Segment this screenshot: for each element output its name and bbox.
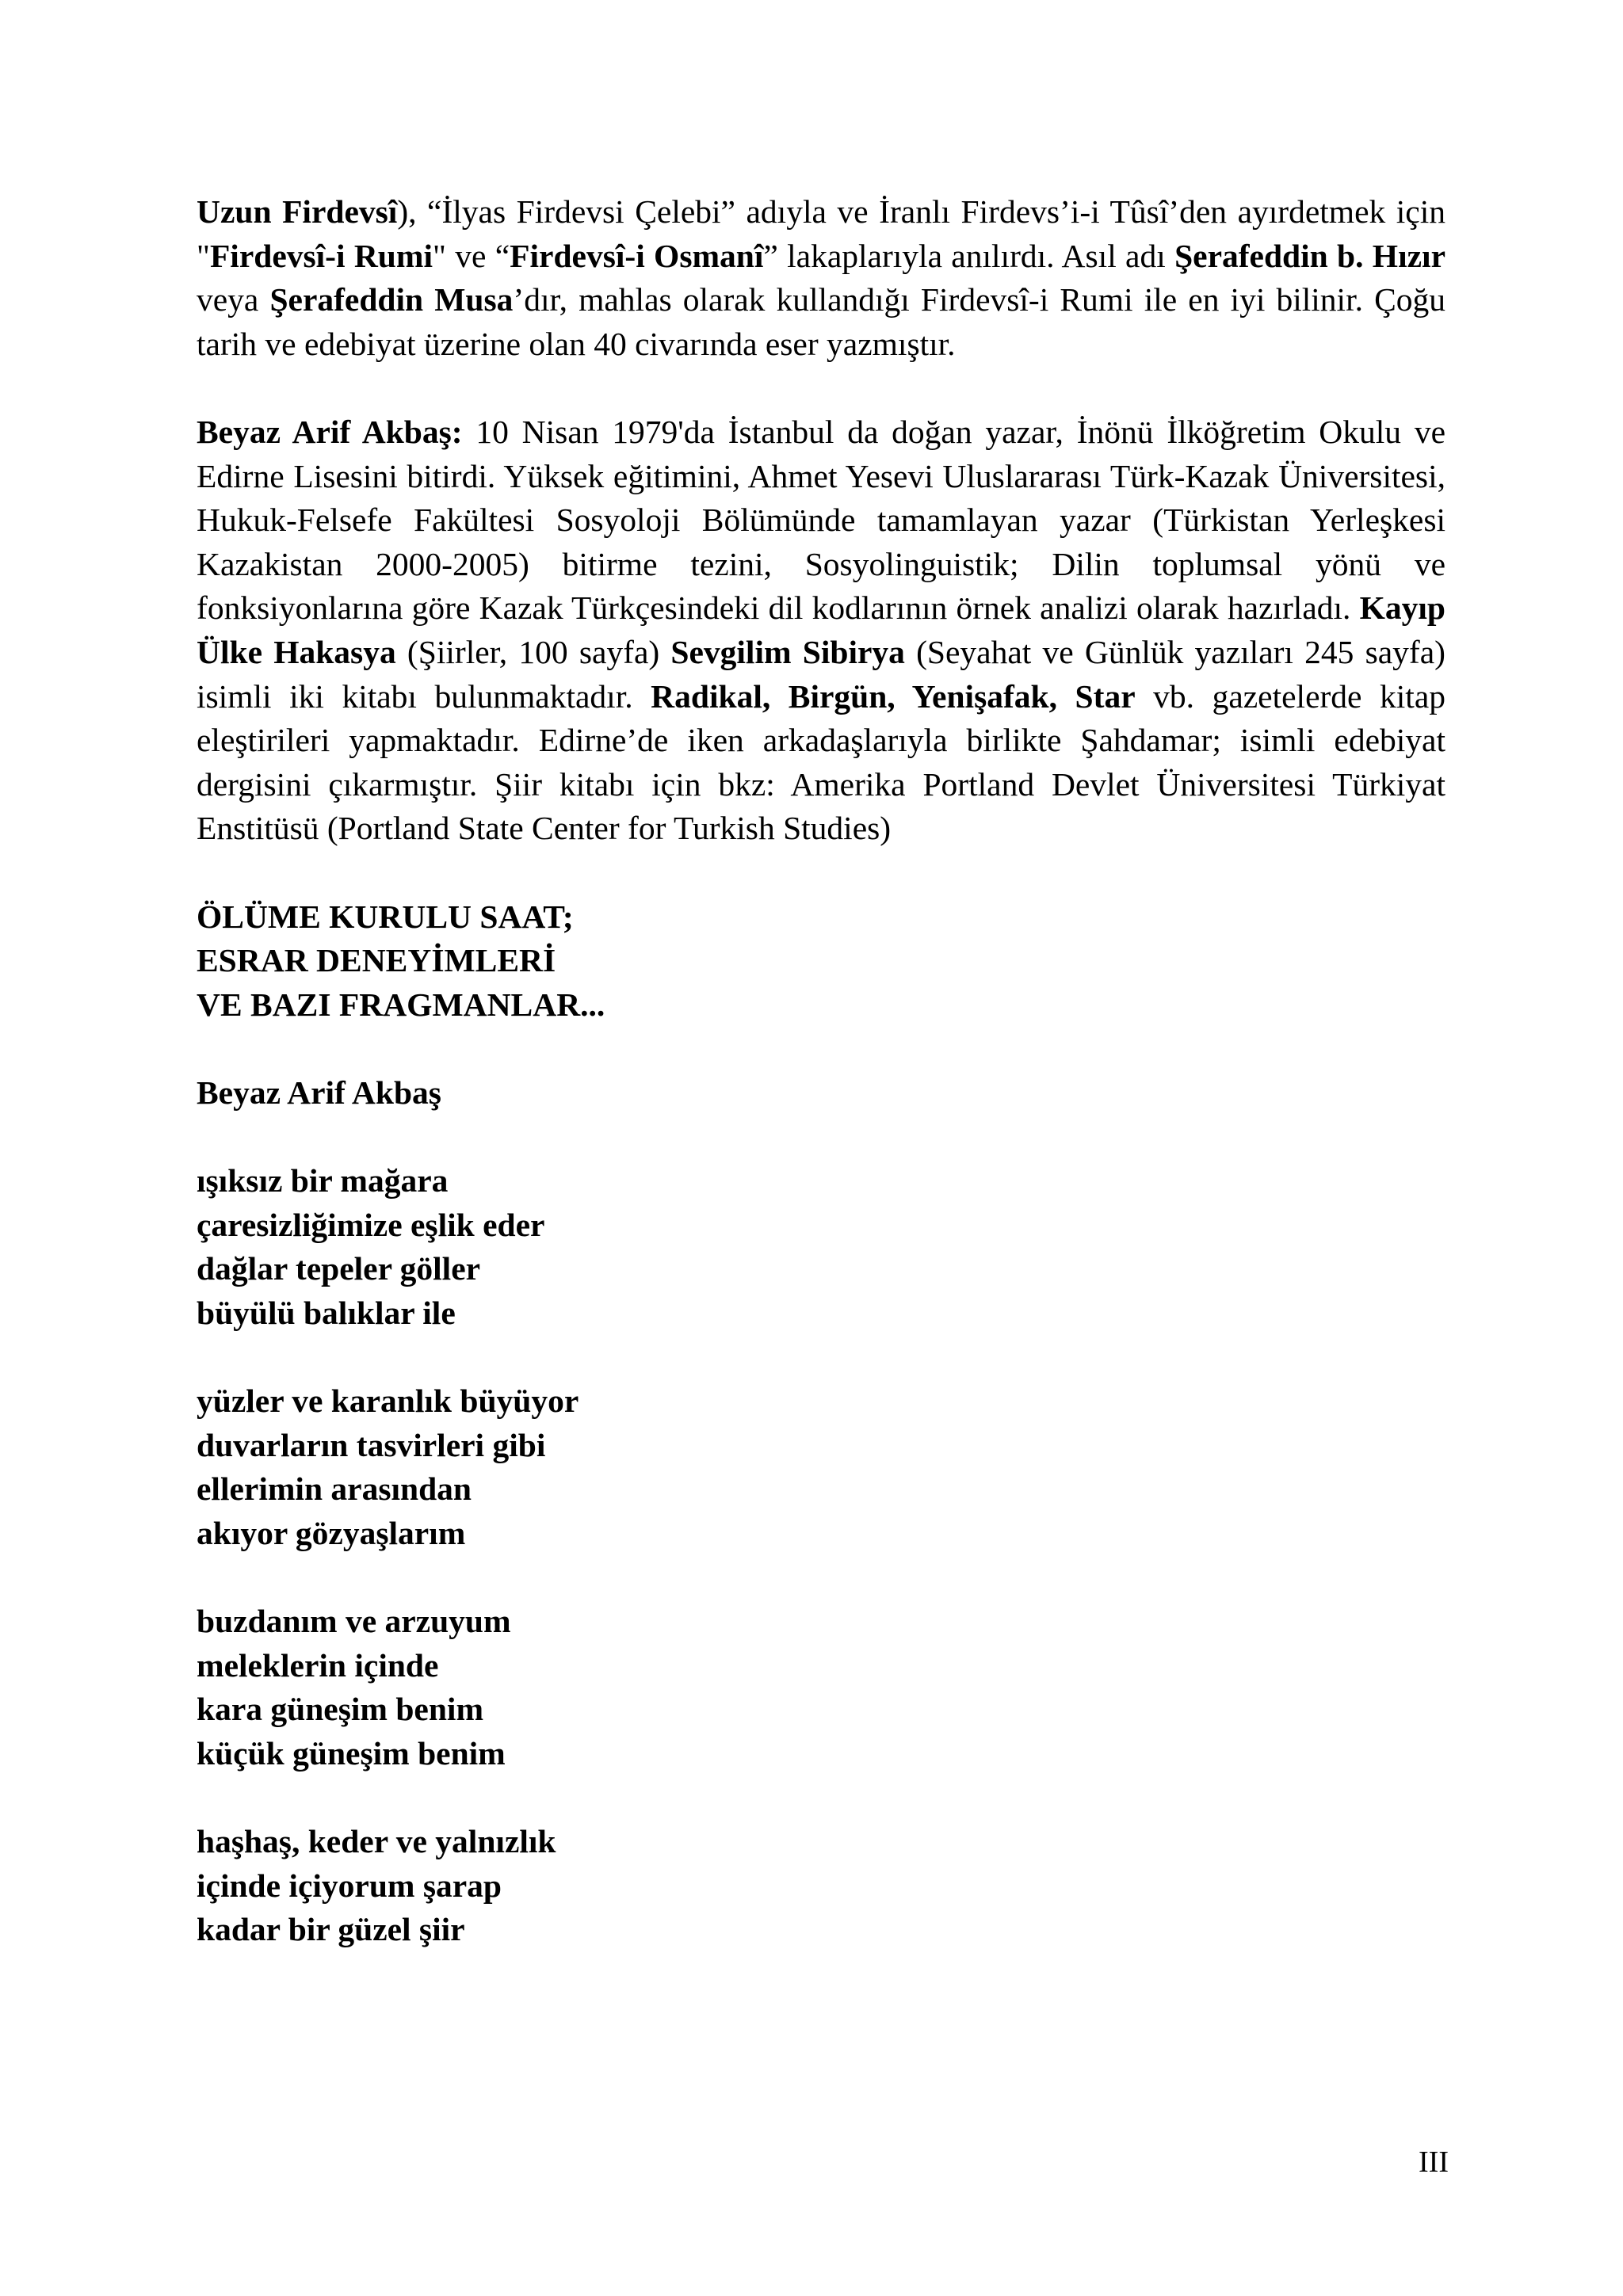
text-run: (Şiirler, 100 sayfa): [395, 633, 671, 670]
bio-paragraph: [197, 190, 1445, 366]
verse-line: buzdanım ve arzuyum: [197, 1603, 511, 1639]
stanza: [197, 1159, 1445, 1335]
verse-line: kara güneşim benim: [197, 1691, 484, 1728]
text-run: vb. gazetelerde kitap eleştirileri yapmaktadır. Edirne’de iken arkadaşlarıyla birlikte Şahdamar; isimli edebiyat dergisini çıkarmıştır. Şiir kitabı için bkz: Amerika Portland Devlet Üniversitesi Türkiyat Enstitüsü (Portland State Center for Turkish Studies): [197, 677, 1445, 847]
verse-line: meleklerin içinde: [197, 1646, 439, 1684]
bold-text-run: Firdevsî-i Osmanî: [510, 237, 764, 274]
verse-line: büyülü balıklar ile: [197, 1294, 456, 1331]
document-page: [197, 190, 1445, 1952]
verse-line: haşhaş, keder ve yalnızlık: [197, 1822, 556, 1859]
bold-text-run: Beyaz Arif Akbaş:: [197, 413, 463, 450]
verse-line: duvarların tasvirleri gibi: [197, 1426, 546, 1463]
text-run: ’dır, mahlas olarak kullandığı Firdevsî-i Rumi ile en iyi bilinir. Çoğu tarih ve edebiyat üzerine olan 40 civarında eser yazmıştır.: [197, 281, 1445, 362]
poem-title: [197, 895, 1445, 1028]
verse-line: ışıksız bir mağara: [197, 1162, 449, 1199]
stanza: [197, 1379, 1445, 1555]
text-run: (Seyahat ve Günlük yazıları 245 sayfa) isimli iki kitabı bulunmaktadır.: [197, 633, 1445, 715]
text-run: ” lakaplarıyla anılırdı. Asıl adı: [763, 237, 1175, 274]
poem-title-line: ESRAR DENEYİMLERİ: [197, 942, 556, 979]
stanza: [197, 1600, 1445, 1775]
text-run: veya: [197, 281, 270, 318]
verse-line: içinde içiyorum şarap: [197, 1867, 502, 1904]
bold-text-run: Firdevsî-i Rumi: [209, 237, 433, 274]
bold-text-run: Şerafeddin Musa: [269, 281, 514, 318]
text-run: 10 Nisan 1979'da İstanbul da doğan yazar, İnönü İlköğretim Okulu ve Edirne Lisesini bitirdi. Yüksek eğitimini, Ahmet Yesevi Uluslararası Türk-Kazak Üniversitesi, Hukuk-Felsefe Fakültesi Sosyoloji Bölümünde tamamlayan yazar (Türkistan Yerleşkesi Kazakistan 2000-2005) bitirme tezini, Sosyolinguistik; Dilin toplumsal yönü ve fonksiyonlarına göre Kazak Türkçesindeki dil kodlarının örnek analizi olarak hazırladı.: [197, 413, 1445, 627]
verse-line: çaresizliğimize eşlik eder: [197, 1206, 545, 1243]
bio-paragraph: [197, 410, 1445, 851]
verse-line: kadar bir güzel şiir: [197, 1911, 465, 1948]
verse-line: yüzler ve karanlık büyüyor: [197, 1383, 579, 1420]
poem-title-line: ÖLÜME KURULU SAAT;: [197, 898, 574, 935]
page-number: III: [1419, 2145, 1449, 2179]
bold-text-run: Sevgilim Sibirya: [670, 633, 905, 670]
verse-line: akıyor gözyaşlarım: [197, 1514, 466, 1551]
bold-text-run: Uzun Firdevsî: [197, 193, 398, 230]
poem-author: Beyaz Arif Akbaş: [197, 1074, 441, 1111]
verse-line: ellerimin arasından: [197, 1470, 472, 1508]
text-run: " ve “: [433, 237, 510, 274]
bold-text-run: Radikal, Birgün, Yenişafak, Star: [651, 677, 1136, 715]
stanza: [197, 1820, 1445, 1952]
bold-text-run: Kayıp Ülke Hakasya: [197, 589, 1445, 670]
text-run: ), “İlyas Firdevsi Çelebi” adıyla ve İranlı Firdevs’i-i Tûsî’den ayırdetmek için ": [197, 193, 1445, 274]
verse-line: dağlar tepeler göller: [197, 1250, 481, 1287]
poem-title-line: VE BAZI FRAGMANLAR...: [197, 986, 605, 1023]
verse-line: küçük güneşim benim: [197, 1734, 506, 1772]
bio-paragraphs: [197, 190, 1445, 851]
bold-text-run: Şerafeddin b. Hızır: [1174, 237, 1445, 274]
